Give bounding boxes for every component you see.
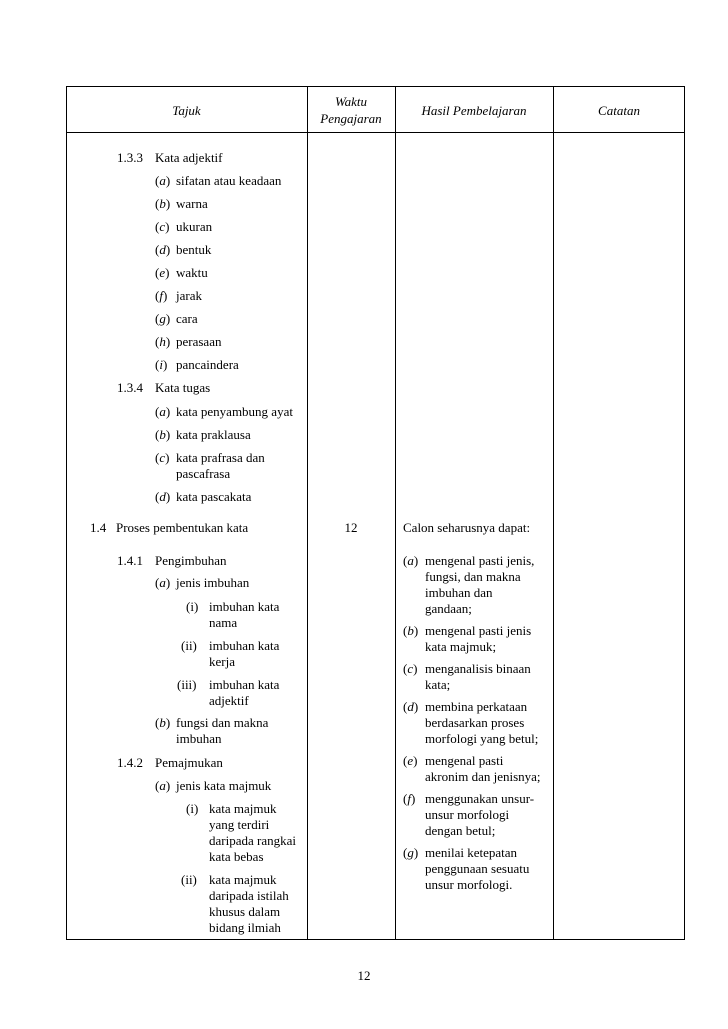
list-item-text: ukuran <box>176 219 213 234</box>
outcome-text: kata; <box>425 677 451 692</box>
outcome-text: menilai ketepatan <box>425 845 518 860</box>
outcome-text: membina perkataan <box>425 699 528 714</box>
outcome-letter: (c) <box>403 661 418 676</box>
list-item: (b) <box>155 715 171 730</box>
header-tajuk: Tajuk <box>172 103 201 118</box>
column-divider <box>553 86 554 940</box>
outcome-text: mengenal pasti <box>425 753 504 768</box>
outcome-letter: (a) <box>403 553 419 568</box>
list-item-text: pascafrasa <box>176 466 231 481</box>
outcome-text: akronim dan jenisnya; <box>425 769 541 784</box>
list-item: (f) <box>155 288 168 303</box>
list-item-text: warna <box>176 196 208 211</box>
list-item-text: jenis kata majmuk <box>176 778 272 793</box>
list-item-text: bentuk <box>176 242 212 257</box>
section-title: Kata tugas <box>155 380 211 395</box>
list-item: (d) <box>155 242 171 257</box>
section-number: 1.4.1 <box>117 553 143 568</box>
list-item: (a) <box>155 778 171 793</box>
roman-numeral: (ii) <box>181 872 197 887</box>
list-item-text: pancaindera <box>176 357 239 372</box>
syllabus-table <box>66 86 685 940</box>
outcome-text: penggunaan sesuatu <box>425 861 530 876</box>
list-item-text: nama <box>209 615 238 630</box>
list-item: (c) <box>155 450 170 465</box>
outcome-text: menganalisis binaan <box>425 661 531 676</box>
list-item-text: kata prafrasa dan <box>176 450 265 465</box>
header-divider <box>66 132 685 133</box>
section-number: 1.4 <box>90 520 107 535</box>
list-item-text: daripada istilah <box>209 888 289 903</box>
list-item-text: daripada rangkai <box>209 833 296 848</box>
outcome-text: kata majmuk; <box>425 639 497 654</box>
header-waktu: Waktu <box>334 94 368 109</box>
list-item: (a) <box>155 404 171 419</box>
outcome-text: berdasarkan proses <box>425 715 525 730</box>
section-number: 1.3.3 <box>117 150 143 165</box>
header-hasil-pembelajaran: Hasil Pembelajaran <box>421 103 527 118</box>
list-item-text: imbuhan kata <box>209 638 280 653</box>
list-item: (e) <box>155 265 170 280</box>
list-item: (g) <box>155 311 171 326</box>
list-item: (b) <box>155 427 171 442</box>
list-item-text: imbuhan kata <box>209 599 280 614</box>
list-item: (a) <box>155 173 171 188</box>
outcome-text: menggunakan unsur- <box>425 791 535 806</box>
list-item-text: kata pascakata <box>176 489 252 504</box>
list-item-text: jarak <box>176 288 202 303</box>
section-number: 1.3.4 <box>117 380 143 395</box>
list-item-text: kata penyambung ayat <box>176 404 293 419</box>
outcome-text: fungsi, dan makna <box>425 569 521 584</box>
section-title: Kata adjektif <box>155 150 223 165</box>
list-item-text: kata majmuk <box>209 872 277 887</box>
list-item: (a) <box>155 575 171 590</box>
outcome-letter: (b) <box>403 623 419 638</box>
list-item-text: khusus dalam <box>209 904 281 919</box>
list-item: (h) <box>155 334 171 349</box>
list-item: (d) <box>155 489 171 504</box>
outcome-letter: (g) <box>403 845 419 860</box>
roman-numeral: (ii) <box>181 638 197 653</box>
section-title: Pemajmukan <box>155 755 223 770</box>
column-divider <box>307 86 308 940</box>
section-number: 1.4.2 <box>117 755 143 770</box>
section-title: Proses pembentukan kata <box>116 520 249 535</box>
list-item-text: kata majmuk <box>209 801 277 816</box>
outcome-letter: (f) <box>403 791 416 806</box>
outcome-letter: (e) <box>403 753 418 768</box>
waktu-value: 12 <box>344 520 358 535</box>
page-number: 12 <box>357 968 371 983</box>
roman-numeral: (iii) <box>177 677 197 692</box>
outcome-text: unsur morfologi. <box>425 877 513 892</box>
list-item-text: waktu <box>176 265 208 280</box>
column-divider <box>395 86 396 940</box>
hasil-intro: Calon seharusnya dapat: <box>403 520 531 535</box>
list-item-text: fungsi dan makna <box>176 715 269 730</box>
list-item-text: kata bebas <box>209 849 264 864</box>
outcome-text: dengan betul; <box>425 823 496 838</box>
list-item-text: kerja <box>209 654 235 669</box>
list-item: (b) <box>155 196 171 211</box>
outcome-text: mengenal pasti jenis <box>425 623 532 638</box>
roman-numeral: (i) <box>186 599 199 614</box>
list-item: (c) <box>155 219 170 234</box>
list-item-text: jenis imbuhan <box>176 575 250 590</box>
header-pengajaran: Pengajaran <box>320 111 382 126</box>
section-title: Pengimbuhan <box>155 553 227 568</box>
outcome-text: mengenal pasti jenis, <box>425 553 535 568</box>
outcome-text: imbuhan dan <box>425 585 493 600</box>
list-item-text: yang terdiri <box>209 817 270 832</box>
list-item-text: cara <box>176 311 198 326</box>
list-item-text: kata praklausa <box>176 427 251 442</box>
header-catatan: Catatan <box>598 103 640 118</box>
list-item-text: adjektif <box>209 693 249 708</box>
list-item-text: bidang ilmiah <box>209 920 281 935</box>
list-item-text: perasaan <box>176 334 222 349</box>
list-item-text: imbuhan kata <box>209 677 280 692</box>
list-item: (i) <box>155 357 168 372</box>
list-item-text: sifatan atau keadaan <box>176 173 282 188</box>
outcome-text: gandaan; <box>425 601 472 616</box>
roman-numeral: (i) <box>186 801 199 816</box>
outcome-letter: (d) <box>403 699 419 714</box>
outcome-text: unsur morfologi <box>425 807 510 822</box>
outcome-text: morfologi yang betul; <box>425 731 539 746</box>
list-item-text: imbuhan <box>176 731 222 746</box>
